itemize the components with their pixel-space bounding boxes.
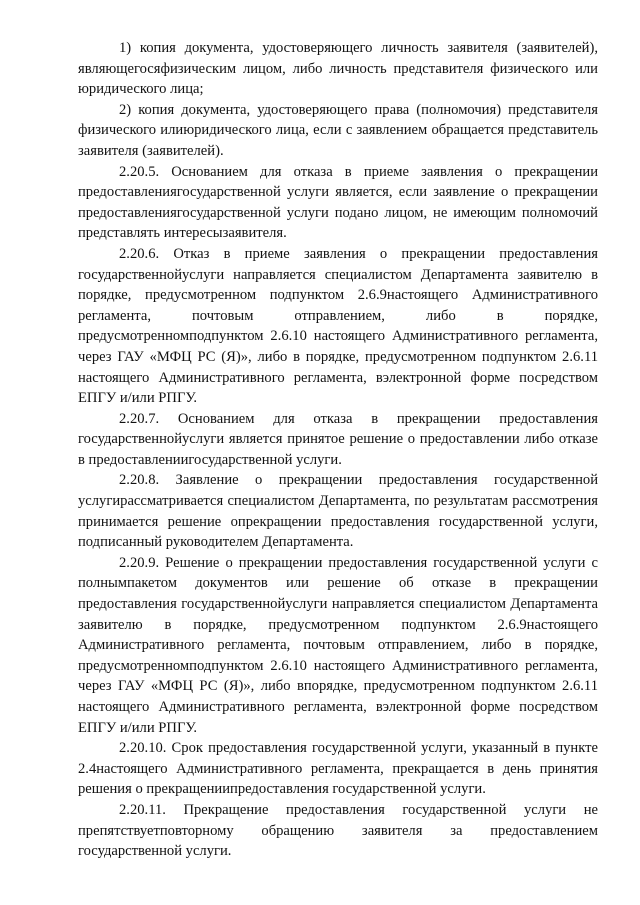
paragraph-2-20-7: 2.20.7. Основанием для отказа в прекращении предоставления государственнойуслуги является принятое решение о предоставлении либо отказе в предоставлениигосударственной услуги. (78, 410, 598, 468)
paragraph-item-1: 1) копия документа, удостоверяющего личность заявителя (заявителей), являющегосяфизическим лицом, либо личность представителя физического или юридического лица; (78, 40, 598, 98)
paragraph-2-20-9: 2.20.9. Решение о прекращении предоставления государственной услуги с полнымпакетом документов или решение об отказе в прекращении предоставления государственнойуслуги направляется специалистом Департамента заявителю в порядке, предусмотренном подпунктом 2.6.9настоящего Административного регламента, почтовым отправлением, либо в порядке, предусмотренномподпунктом 2.6.10 настоящего Административного регламента, через ГАУ «МФЦ РС (Я)», либо впорядке, предусмотренном подпунктом 2.6.11 настоящего Административного регламента, вэлектронной форме посредством ЕПГУ и/или РПГУ. (78, 554, 598, 736)
paragraph-2-20-8: 2.20.8. Заявление о прекращении предоставления государственной услугирассматривается специалистом Департамента, по результатам рассмотрения принимается решение опрекращении предоставления государственной услуги, подписанный руководителем Департамента. (78, 472, 598, 551)
paragraph-2-20-10: 2.20.10. Срок предоставления государственной услуги, указанный в пункте 2.4настоящего Административного регламента, прекращается в день принятия решения о прекращениипредоставления государственной услуги. (78, 740, 598, 798)
paragraph-2-20-11: 2.20.11. Прекращение предоставления государственной услуги не препятствуетповторному обращению заявителя за предоставлением государственной услуги. (78, 801, 598, 860)
paragraph-2-20-6: 2.20.6. Отказ в приеме заявления о прекращении предоставления государственнойуслуги направляется специалистом Департамента заявителю в порядке, предусмотренном подпунктом 2.6.9настоящего Административного регламента, почтовым отправлением, либо в порядке, предусмотренномподпунктом 2.6.10 настоящего Административного регламента, через ГАУ «МФЦ РС (Я)», либо в порядке, предусмотренном подпунктом 2.6.11 настоящего Административного регламента, вэлектронной форме посредством ЕПГУ и/или РПГУ. (78, 245, 598, 407)
paragraph-item-2: 2) копия документа, удостоверяющего права (полномочия) представителя физического илиюридического лица, если с заявлением обращается представитель заявителя (заявителей). (78, 101, 598, 159)
paragraph-2-20-5: 2.20.5. Основанием для отказа в приеме заявления о прекращении предоставлениягосударственной услуги является, если заявление о прекращении предоставлениягосударственной услуги подано лицом, не имеющим полномочий представлять интересызаявителя. (78, 163, 598, 242)
